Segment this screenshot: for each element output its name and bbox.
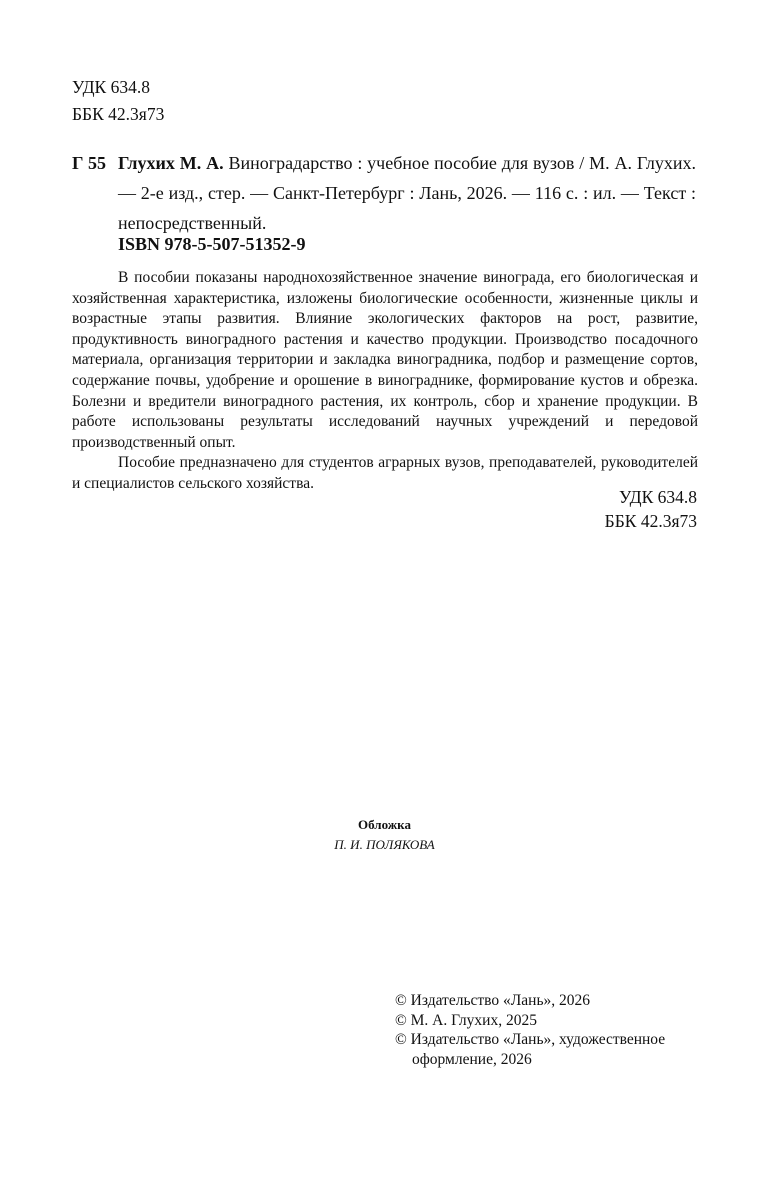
annotation-paragraph: В пособии показаны народнохозяйственное значение винограда, его биологическая и хозяйственная характеристика, изложены биологические особенности, жизненные циклы и возрастные этапы развития. Влияние экологических факторов на рост, развитие, продуктивность виноградного растения и качество продукции. Производство посадочного материала, организация территории и закладка виноградника, подбор и размещение сортов, содержание почвы, удобрение и орошение в винограднике, формирование кустов и обрезка. Болезни и вредители виноградного растения, их контроль, сбор и хранение продукции. В работе использованы результаты исследований научных учреждений и передовой производственный опыт. [72,269,698,451]
udk-code: УДК 634.8 [72,77,150,97]
bbk-code: ББК 42.3я73 [604,511,697,531]
cover-credit [0,815,769,855]
cover-label: Обложка [358,817,411,832]
bbk-code: ББК 42.3я73 [72,104,165,124]
udk-code: УДК 634.8 [619,487,697,507]
classification-top [72,74,164,128]
annotation [72,268,698,495]
author-name: Глухих М. А. [118,153,224,173]
copyright-line: © Издательство «Лань», художественное оформление, 2026 [395,1031,666,1068]
isbn: ISBN 978-5-507-51352-9 [118,234,306,254]
copyright-line: © Издательство «Лань», 2026 [395,992,591,1009]
cover-designer: П. И. ПОЛЯКОВА [334,837,435,852]
classification-bottom [605,485,697,533]
copyright-line: © М. А. Глухих, 2025 [395,1011,537,1029]
bibliographic-description: Виноградарство : учебное пособие для вузов / М. А. Глухих. — 2-е изд., стер. — Санкт-Петербург : Лань, 2026. — 116 с. : ил. — Текст : непосредственный. [118,153,697,233]
annotation-paragraph: Пособие предназначено для студентов аграрных вузов, преподавателей, руководителей и специалистов сельского хозяйства. [72,454,698,492]
copyright-block [395,991,695,1069]
author-mark: Г 55 [72,153,106,173]
bibliographic-record [118,148,696,238]
